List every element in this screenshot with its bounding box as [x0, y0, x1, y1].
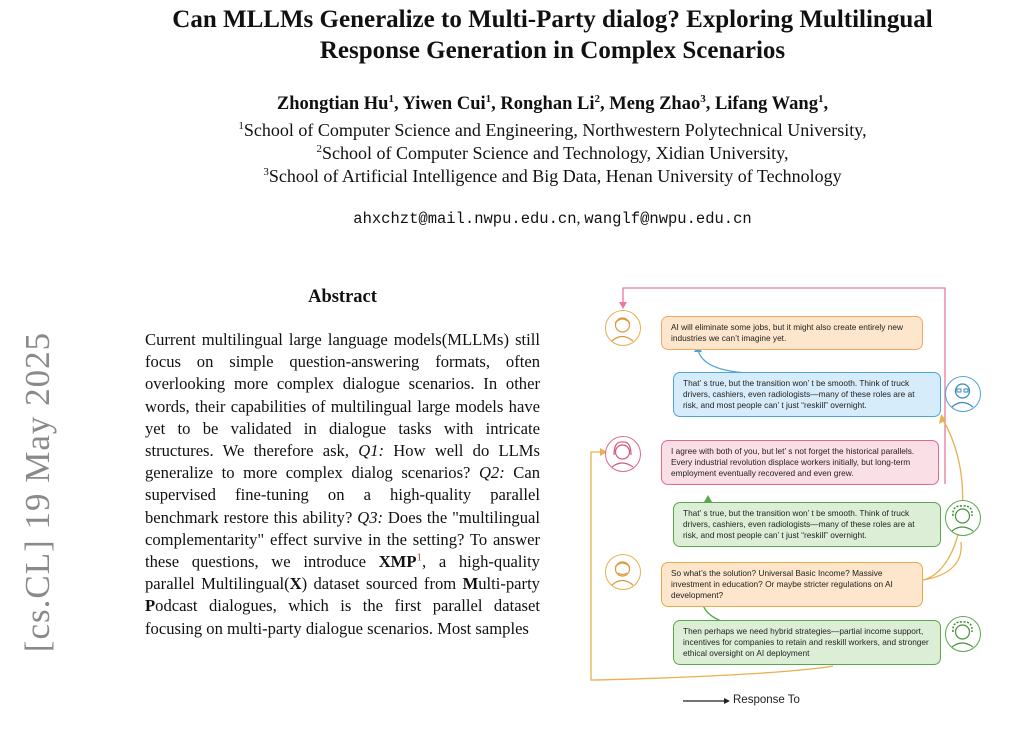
- affiliation-2: $^2$School of Computer Science and Technology, Xidian University,: [316, 143, 789, 163]
- author-aff: 1: [817, 92, 824, 105]
- email-link[interactable]: ahxchzt@mail.nwpu.edu.cn: [353, 210, 577, 228]
- author-aff: 1: [485, 92, 492, 105]
- author: Meng Zhao: [609, 94, 701, 114]
- author: Zhongtian Hu: [276, 94, 389, 114]
- author: Yiwen Cui: [402, 94, 486, 114]
- footnote-link[interactable]: 1: [416, 551, 422, 564]
- author-aff: 2: [594, 92, 600, 105]
- dialog-figure: [583, 280, 1003, 720]
- person-icon: [605, 310, 641, 346]
- author-aff: 1: [388, 92, 394, 105]
- dialog-bubble: Then perhaps we need hybrid strategies—partial income support, incentives for companies to retain and reskill workers, and stronger ethical oversight on AI deployment: [673, 620, 941, 665]
- abstract-heading: Abstract: [308, 287, 377, 307]
- arxiv-stamp: [cs.CL] 19 May 2025: [18, 331, 57, 653]
- dialog-bubble: I agree with both of you, but let’ s not forget the historical parallels. Every industrial revolution displace workers initially, but long-term employment eventually recovered and even grew.: [661, 440, 939, 485]
- person-icon: [945, 616, 981, 652]
- paper-title: [100, 4, 1005, 66]
- person-icon: [605, 436, 641, 472]
- person-icon: [945, 376, 981, 412]
- affiliation-1: $^1$School of Computer Science and Engineering, Northwestern Polytechnical University,: [238, 120, 867, 140]
- legend-label: Response To: [733, 694, 800, 706]
- abstract-body: Current multilingual large language models(MLLMs) still focus on simple question-answering formats, often overlooking more complex dialogue scenarios. In other words, their capabilities of multilingual large models have yet to be validated in dialogue tasks with intricate structures. We therefore ask, Q1: How well do LLMs generalize to more complex dialog scenarios? Q2: Can supervised fine-tuning on a high-quality parallel benchmark restore this ability? Q3: Does the "multilingual complementarity" effect survive in the setting? To answer these questions, we introduce XMP$^1$, a high-quality parallel Multilingual(X) dataset sourced from Multi-party Podcast dialogues, which is the first parallel dataset focusing on multi-party dialogue scenarios. Most samples: [145, 330, 541, 638]
- person-icon: [945, 500, 981, 536]
- dialog-bubble: So what’s the solution? Universal Basic Income? Massive investment in education? Or maybe stricter regulations on AI development?: [661, 562, 923, 607]
- affiliation-3: $^3$School of Artificial Intelligence and Big Data, Henan University of Technology: [263, 166, 842, 186]
- author-list: Zhongtian Hu$^1$, Yiwen Cui$^1$, Ronghan Li$^2$, Meng Zhao$^3$, Lifang Wang$^1$,: [276, 92, 829, 114]
- dialog-bubble: AI will eliminate some jobs, but it might also create entirely new industries we can’t imagine yet.: [661, 316, 923, 350]
- email-link[interactable]: wanglf@nwpu.edu.cn: [584, 210, 752, 228]
- emails: ahxchzt@mail.nwpu.edu.cn, wanglf@nwpu.edu.cn: [353, 210, 752, 228]
- dialog-bubble: That’ s true, but the transition won’ t be smooth. Think of truck drivers, cashiers, even radiologists—many of these roles are at risk, and most people can’ t just “reskill” overnight.: [673, 502, 941, 547]
- person-icon: [605, 554, 641, 590]
- title-line-1: Can MLLMs Generalize to Multi-Party dialog? Exploring Multilingual: [172, 6, 933, 33]
- author: Lifang Wang: [714, 94, 818, 114]
- author: Ronghan Li: [500, 94, 595, 114]
- title-line-2: Response Generation in Complex Scenarios: [319, 37, 786, 64]
- author-aff: 3: [700, 92, 706, 105]
- dialog-bubble: That’ s true, but the transition won’ t be smooth. Think of truck drivers, cashiers, even radiologists—many of these roles are at risk, and most people can’ t just “reskill” overnight.: [673, 372, 941, 417]
- figure-legend: [733, 694, 800, 706]
